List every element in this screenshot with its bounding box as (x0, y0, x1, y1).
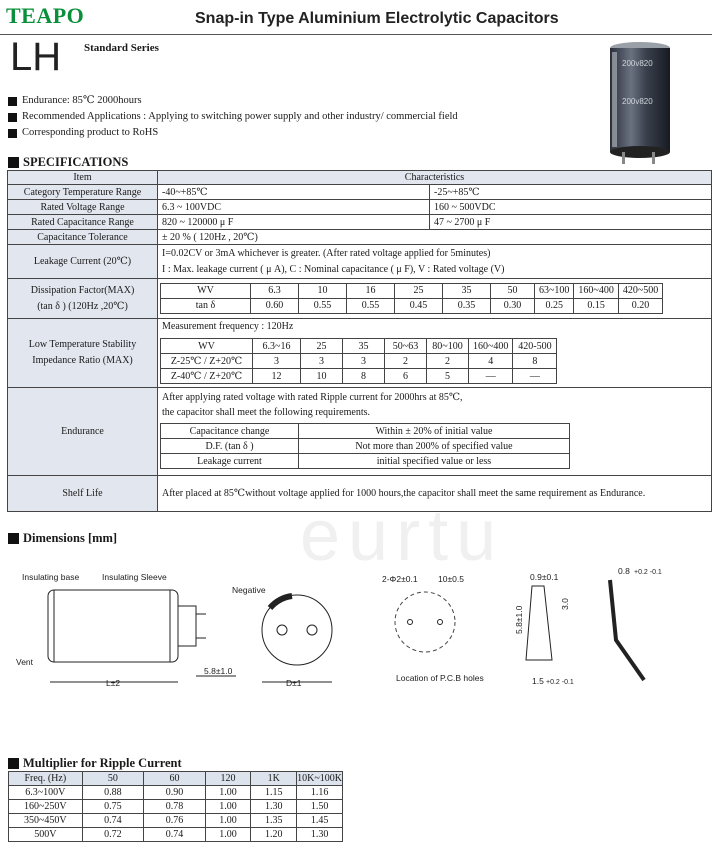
document-title: Snap-in Type Aluminium Electrolytic Capacitors (195, 10, 559, 27)
lead-length-label: 5.8±1.0 (204, 666, 233, 676)
title-divider (0, 34, 712, 35)
dimensions-heading: Dimensions [mm] (8, 531, 117, 546)
dimensions-drawing (10, 560, 700, 700)
feature-item: Recommended Applications : Applying to switching power supply and other industry/ commercial field (8, 109, 458, 125)
side-tolerance-label: +0.2 -0.1 (634, 569, 662, 576)
table-row: Leakage Current (20℃) I=0.02CV or 3mA whichever is greater. (After rated voltage applied for 5minutes) I : Max. leakage current ( μ A), C : Nominal capacitance ( μ F), V : Rated voltage (V) (8, 245, 712, 279)
capacitor-photo (608, 40, 672, 166)
table-row: Low Temperature Stability Impedance Ratio (MAX) Measurement frequency : 120Hz WV 6.3~16 25 35 50~63 80~100 160~400 420-500 Z-25℃ / Z+20℃ 3 3 3 2 2 4 8 Z-40℃ / Z+20℃ 12 10 8 6 5 — — (8, 319, 712, 388)
vent-label: Vent (16, 657, 34, 667)
endurance-table: Capacitance change Within ± 20% of initial value D.F. (tan δ ) Not more than 200% of specified value Leakage current initial specified value or less (160, 423, 570, 469)
table-row: Rated Voltage Range 6.3 ~ 100VDC 160 ~ 500VDC (8, 200, 712, 215)
photo-label-top: 200v820 (622, 59, 653, 68)
ripple-table (8, 771, 343, 842)
table-row: 350~450V 0.74 0.76 1.00 1.35 1.45 (9, 814, 343, 828)
pcb-holes-label: Location of P.C.B holes (396, 673, 484, 683)
table-row: Capacitance Tolerance ± 20 % ( 120Hz , 20℃) (8, 230, 712, 245)
col-characteristics: Characteristics (158, 171, 712, 185)
bullet-icon (8, 758, 19, 769)
dissipation-table: WV 6.3 10 16 25 35 50 63~100 160~400 420~500 tan δ 0.60 0.55 0.55 0.45 0.35 0.30 0.25 0.15 0.20 (160, 283, 663, 314)
series-code: LH (10, 35, 62, 79)
table-header-row: Freq. (Hz) 50 60 120 1K 10K~100K (9, 772, 343, 786)
pin-width-label: 1.5 (532, 676, 544, 686)
pin-tip-label: 3.0 (560, 598, 570, 610)
negative-label: Negative (232, 585, 266, 595)
pin-width-tol-label: +0.2 -0.1 (546, 679, 574, 686)
series-name: Standard Series (84, 42, 159, 54)
feature-item: Endurance: 85℃ 2000hours (8, 93, 458, 109)
table-row: 6.3~100V 0.88 0.90 1.00 1.15 1.16 (9, 786, 343, 800)
brand-logo: TEAPO (6, 3, 85, 28)
table-row: Category Temperature Range -40~+85℃ -25~+85℃ (8, 185, 712, 200)
table-row: Dissipation Factor(MAX) (tan δ ) (120Hz ,20℃) WV 6.3 10 16 25 35 50 63~100 160~400 420~500 tan δ 0.60 0.55 0.55 0.45 0.35 0.30 0.25 0.15 0.20 (8, 279, 712, 319)
diameter-label: D±1 (286, 678, 302, 688)
feature-list (8, 93, 458, 141)
table-row: Shelf Life After placed at 85℃without voltage applied for 1000 hours,the capacitor shall meet the same requirement as Endurance. (8, 476, 712, 512)
insulating-sleeve-label: Insulating Sleeve (102, 572, 167, 582)
length-label: L±2 (106, 678, 121, 688)
table-row: 160~250V 0.75 0.78 1.00 1.30 1.50 (9, 800, 343, 814)
bullet-icon (8, 113, 17, 122)
bullet-icon (8, 129, 17, 138)
side-thickness-label: 0.8 (618, 566, 630, 576)
holes-label: 2-Φ2±0.1 (382, 574, 418, 584)
pin-top-label: 0.9±0.1 (530, 572, 559, 582)
bullet-icon (8, 533, 19, 544)
feature-item: Corresponding product to RoHS (8, 125, 458, 141)
watermark: eurtu (300, 496, 505, 576)
photo-label-bottom: 200v820 (622, 97, 653, 106)
col-item: Item (8, 171, 158, 185)
table-row: 500V 0.72 0.74 1.00 1.20 1.30 (9, 828, 343, 842)
impedance-ratio-table: WV 6.3~16 25 35 50~63 80~100 160~400 420-500 Z-25℃ / Z+20℃ 3 3 3 2 2 4 8 Z-40℃ / Z+20℃ 12 10 8 6 5 — — (160, 338, 557, 384)
specifications-heading: SPECIFICATIONS (8, 155, 128, 170)
bullet-icon (8, 97, 17, 106)
pitch-label: 10±0.5 (438, 574, 464, 584)
insulating-base-label: Insulating base (22, 572, 80, 582)
table-row: Rated Capacitance Range 820 ~ 120000 μ F 47 ~ 2700 μ F (8, 215, 712, 230)
specifications-table (7, 170, 712, 512)
pin-length-label: 5.8±1.0 (514, 605, 524, 634)
ripple-heading: Multiplier for Ripple Current (8, 756, 182, 771)
table-row: Endurance After applying rated voltage with rated Ripple current for 2000hrs at 85℃, the capacitor shall meet the following requirements. Capacitance change Within ± 20% of initial value D.F. (tan δ ) Not more than 200% of specified value Leakage current initial specified value or less (8, 388, 712, 476)
bullet-icon (8, 157, 19, 168)
